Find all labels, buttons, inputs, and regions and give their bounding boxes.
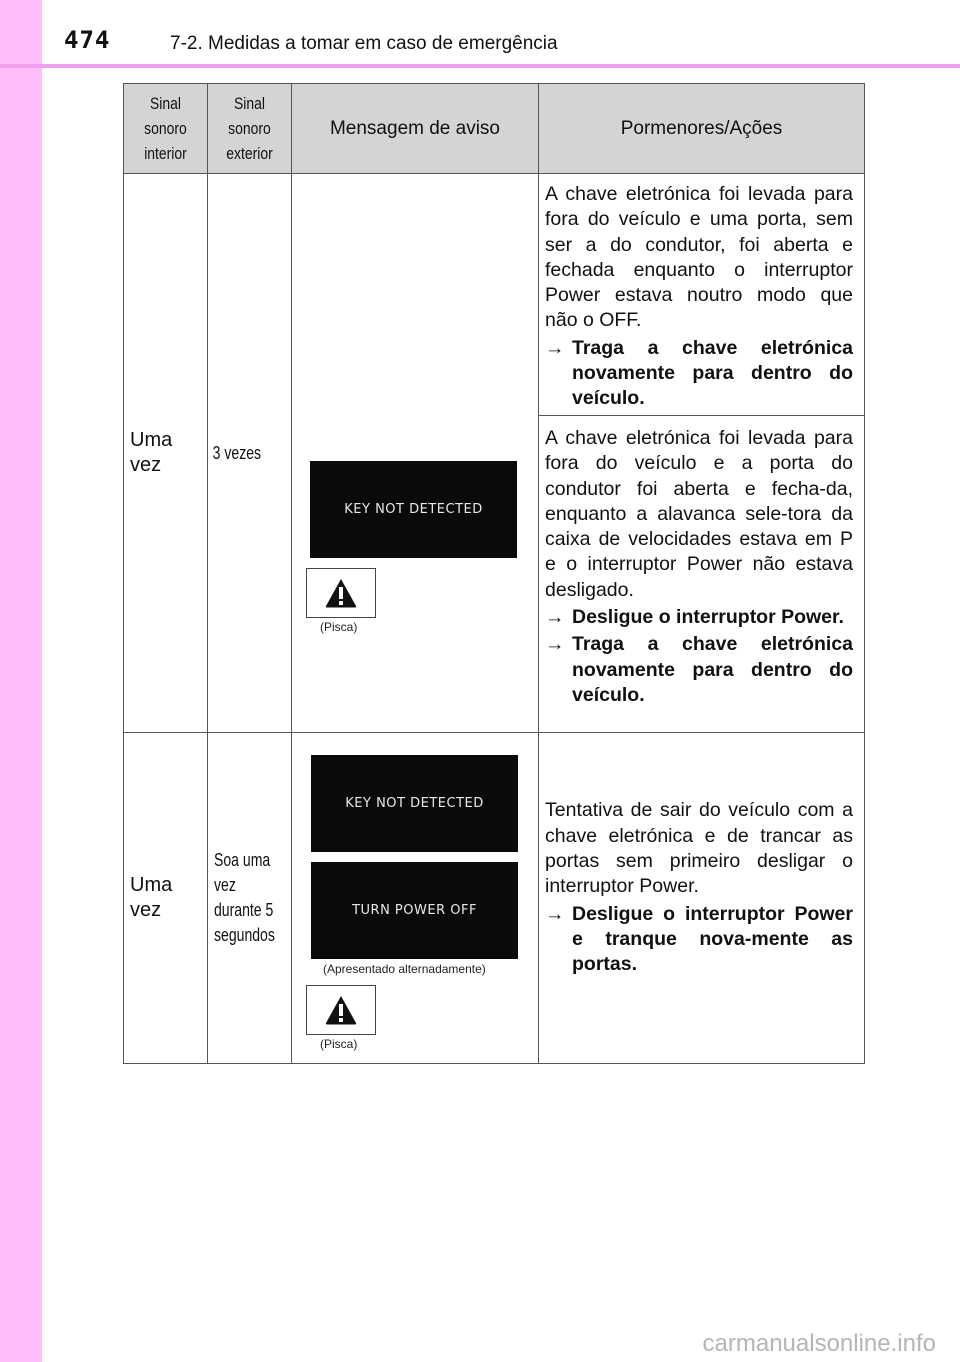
interior-buzzer-cell: Uma vez — [124, 174, 208, 733]
watermark: carmanualsonline.info — [702, 1330, 936, 1357]
exterior-buzzer-cell: 3 vezes — [208, 174, 292, 733]
flash-caption: (Pisca) — [320, 620, 358, 634]
display-key-not-detected: KEY NOT DETECTED — [310, 461, 517, 558]
action-item: → Traga a chave eletrónica novamente para dentro do veículo. — [545, 336, 853, 412]
header-rule — [0, 64, 960, 68]
arrow-icon: → — [545, 336, 565, 359]
arrow-icon: → — [545, 633, 565, 656]
arrow-icon: → — [545, 606, 565, 629]
col-header-exterior: Sinal sonoro exterior — [208, 84, 292, 174]
section-title: 7-2. Medidas a tomar em caso de emergência — [170, 33, 558, 54]
table-row — [124, 174, 865, 733]
warning-icon — [324, 994, 358, 1026]
col-header-message: Mensagem de aviso — [292, 84, 539, 174]
warning-table — [123, 83, 865, 1064]
display-turn-power-off: TURN POWER OFF — [311, 862, 518, 959]
detail-c: Tentativa de sair do veículo com a chave eletrónica e de trancar as portas sem primeiro desligar o interruptor Power. → Desligue o interruptor Power e tranque nova-mente as portas. — [539, 790, 864, 1005]
warning-icon-box — [306, 985, 376, 1035]
table-row — [124, 733, 865, 1064]
warning-icon-box — [306, 568, 376, 618]
display-key-not-detected: KEY NOT DETECTED — [311, 755, 518, 852]
detail-a: A chave eletrónica foi levada para fora do veículo e uma porta, sem ser a do condutor, foi aberta e fechada enquanto o interruptor Power estava noutro modo que não o OFF. → Traga a chave eletrónica novamente para dentro do veículo. — [539, 174, 864, 415]
alternate-caption: (Apresentado alternadamente) — [323, 962, 486, 976]
row-divider — [539, 415, 864, 416]
col-header-details: Pormenores/Ações — [539, 84, 865, 174]
col-header-interior: Sinal sonoro interior — [124, 84, 208, 174]
detail-b: A chave eletrónica foi levada para fora do veículo e a porta do condutor foi aberta e fecha-da, enquanto a alavanca sele-tora da caixa de velocidades estava em P e o interruptor Power não estava desligado. → Desligue o interruptor Power. → Traga a chave eletrónica novamente para dentro do veículo. — [539, 415, 864, 716]
table-header-row — [124, 84, 865, 174]
side-tab-strip — [0, 0, 42, 1362]
flash-caption: (Pisca) — [320, 1037, 358, 1051]
page-number: 474 — [64, 26, 111, 54]
action-item: → Traga a chave eletrónica novamente para dentro do veículo. — [545, 632, 853, 708]
exterior-buzzer-cell: Soa uma vez durante 5 segundos — [208, 733, 292, 1064]
warning-icon — [324, 577, 358, 609]
action-item: → Desligue o interruptor Power. — [545, 605, 853, 630]
arrow-icon: → — [545, 902, 565, 925]
action-item: → Desligue o interruptor Power e tranque nova-mente as portas. — [545, 902, 853, 978]
message-cell — [292, 174, 539, 733]
details-cell — [539, 174, 865, 733]
details-cell — [539, 733, 865, 1064]
message-cell — [292, 733, 539, 1064]
interior-buzzer-cell: Uma vez — [124, 733, 208, 1064]
